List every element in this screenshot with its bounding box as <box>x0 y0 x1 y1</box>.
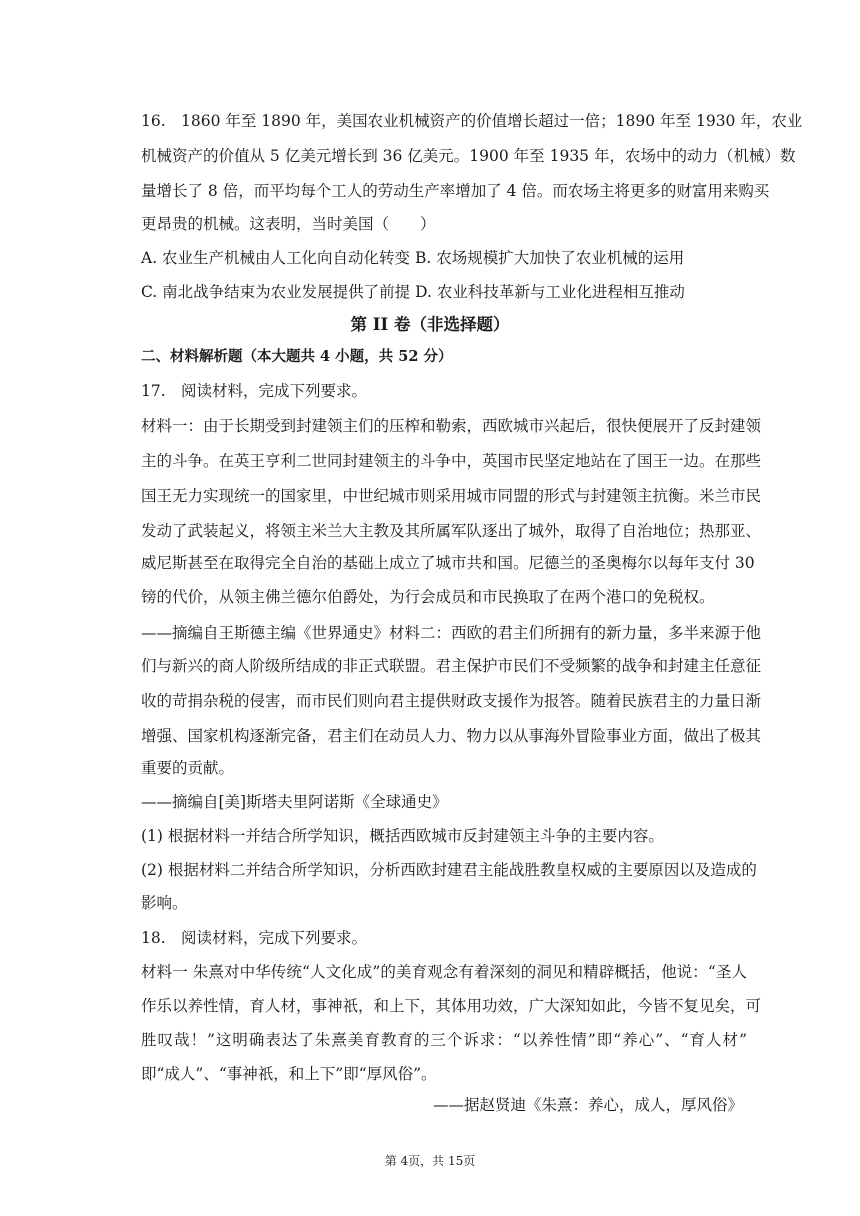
q17-material-line: 收的苛捐杂税的侵害，而市民们则向君主提供财政支援作为报答。随着民族君主的力量日渐 <box>141 692 762 710</box>
q17-material-line: 国王无力实现统一的国家里，中世纪城市则采用城市同盟的形式与封建领主抗衡。米兰市民 <box>141 487 762 505</box>
q16-option-row: C. 南北战争结束为农业发展提供了前提 D. 农业科技革新与工业化进程相互推动 <box>141 283 685 301</box>
q16-line-1 <box>141 111 802 131</box>
q17-material-line: 们与新兴的商人阶级所结成的非正式联盟。君主保护市民们不受频繁的战争和封建主任意征 <box>141 657 762 675</box>
q17-material-line: 重要的贡献。 <box>141 759 235 777</box>
q17-line-prompt <box>141 381 367 401</box>
q18-material-line: 即“成人”、“事神祇，和上下”即“厚风俗”。 <box>141 1065 437 1083</box>
q18-material-line: 材料一 朱熹对中华传统“人文化成”的美育观念有着深刻的洞见和精辟概括，他说：“圣人 <box>141 963 747 981</box>
q16-stem-line: 1860 年至 1890 年，美国农业机械资产的价值增长超过一倍；1890 年至 1930 年，农业 <box>181 112 803 130</box>
q17-material-line: 主的斗争。在英王亨利二世同封建领主的斗争中，英国市民坚定地站在了国王一边。在那些 <box>141 452 762 470</box>
part2-title: 第 II 卷（非选择题） <box>350 315 510 334</box>
q17-material-line: 增强、国家机构逐渐完备，君主们在动员人力、物力以从事海外冒险事业方面，做出了极其 <box>141 727 762 745</box>
q18-source-line: ——据赵贤迪《朱熹：养心，成人，厚风俗》 <box>432 1096 743 1114</box>
q17-prompt: 阅读材料，完成下列要求。 <box>181 382 368 400</box>
q18-material-line: 胜叹哉！”这明确表达了朱熹美育教育的三个诉求：“以养性情”即“养心”、“育人材” <box>141 1031 747 1049</box>
q17-subquestion-1: (1) 根据材料一并结合所学知识，概括西欧城市反封建领主斗争的主要内容。 <box>141 827 664 845</box>
page-footer: 第 4页，共 15页 <box>384 1154 476 1168</box>
section2-heading: 二、材料解析题（本大题共 4 小题，共 52 分） <box>141 348 453 365</box>
q18-number: 18. <box>141 929 166 947</box>
q17-material-line: 威尼斯甚至在取得完全自治的基础上成立了城市共和国。尼德兰的圣奥梅尔以每年支付 30 <box>141 554 755 572</box>
q17-material-line: 材料一：由于长期受到封建领主们的压榨和勒索，西欧城市兴起后，很快便展开了反封建领 <box>141 417 762 435</box>
q17-subquestion-2-cont: 影响。 <box>141 894 188 912</box>
q16-number: 16. <box>141 112 166 130</box>
q18-line-prompt <box>141 928 367 948</box>
q16-option-row: A. 农业生产机械由人工化向自动化转变 B. 农场规模扩大加快了农业机械的运用 <box>141 249 685 267</box>
q18-prompt: 阅读材料，完成下列要求。 <box>181 929 368 947</box>
q16-stem-line: 机械资产的价值从 5 亿美元增长到 36 亿美元。1900 年至 1935 年，农场中的动力（机械）数 <box>141 147 796 165</box>
q18-material-line: 作乐以养性情，育人材，事神祇，和上下，其体用功效，广大深知如此，今皆不复见矣，可 <box>141 997 762 1015</box>
q17-subquestion-2: (2) 根据材料二并结合所学知识，分析西欧封建君主能战胜教皇权威的主要原因以及造成的 <box>141 861 757 879</box>
q17-material-line: 发动了武装起义，将领主米兰大主教及其所属军队逐出了城外，取得了自治地位；热那亚、 <box>141 522 762 540</box>
q17-material-line: ——摘编自王斯德主编《世界通史》材料二：西欧的君主们所拥有的新力量，多半来源于他 <box>141 624 762 642</box>
q17-material-line: 镑的代价，从领主佛兰德尔伯爵处，为行会成员和市民换取了在两个港口的免税权。 <box>141 588 715 606</box>
q17-source-line: ——摘编自[美]斯塔夫里阿诺斯《全球通史》 <box>141 793 448 811</box>
q17-number: 17. <box>141 382 166 400</box>
q16-stem-line: 量增长了 8 倍，而平均每个工人的劳动生产率增加了 4 倍。而农场主将更多的财富用来购买 <box>141 182 770 200</box>
q16-stem-line: 更昂贵的机械。这表明，当时美国（ ） <box>141 215 436 233</box>
